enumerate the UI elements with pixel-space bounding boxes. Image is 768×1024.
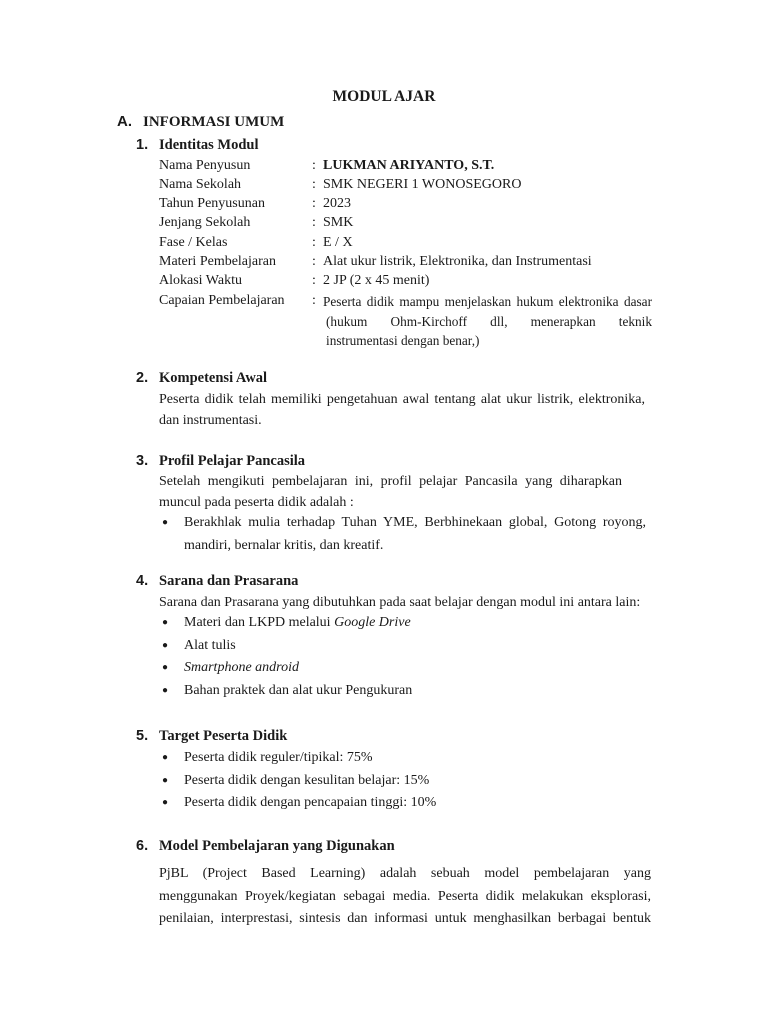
capaian-line: instrumentasi dengan benar,): [326, 333, 480, 348]
paragraph-line: Setelah mengikuti pembelajaran ini, profil pelajar Pancasila yang diharapkan: [159, 474, 622, 489]
target-number: 5.: [136, 728, 149, 744]
id-value: LUKMAN ARIYANTO, S.T.: [323, 158, 495, 173]
target-heading: [136, 728, 287, 745]
section-a-letter: A.: [117, 113, 132, 130]
id-row-materi: [159, 252, 659, 271]
kompetensi-title: Kompetensi Awal: [159, 370, 268, 386]
id-row-tahun: [159, 194, 659, 213]
paragraph-line: Sarana dan Prasarana yang dibutuhkan pada saat belajar dengan modul ini antara lain:: [159, 595, 641, 610]
sarana-list: [159, 612, 646, 702]
bullet-icon: ●: [162, 517, 169, 528]
profil-title: Profil Pelajar Pancasila: [159, 453, 306, 469]
bullet-icon: ●: [162, 774, 169, 786]
sarana-number: 4.: [136, 573, 149, 589]
id-value: 2023: [323, 196, 351, 211]
sarana-intro: [159, 592, 659, 613]
kompetensi-paragraph: [159, 389, 645, 431]
model-title: Model Pembelajaran yang Digunakan: [159, 838, 395, 854]
id-label: Jenjang Sekolah: [159, 215, 251, 230]
list-item: [159, 612, 646, 635]
paragraph-line: Peserta didik telah memiliki pengetahuan awal tentang alat ukur listrik, elektronika,: [159, 392, 645, 407]
id-row-jenjang: [159, 213, 659, 232]
identitas-heading: [136, 137, 259, 154]
id-colon: :: [312, 254, 316, 269]
list-item-text: Materi dan LKPD melalui: [184, 615, 335, 630]
id-value: SMK: [323, 215, 354, 230]
id-label: Materi Pembelajaran: [159, 254, 277, 269]
paragraph-line: muncul pada peserta didik adalah :: [159, 495, 354, 510]
id-colon: :: [312, 215, 316, 230]
bullet-icon: ●: [162, 662, 169, 673]
paragraph-line: PjBL (Project Based Learning) adalah sebuah model pembelajaran yang: [159, 866, 651, 881]
document-title: MODUL AJAR: [332, 88, 436, 105]
bullet-icon: ●: [162, 797, 169, 808]
profil-list: [159, 512, 646, 557]
profil-number: 3.: [136, 453, 149, 469]
id-row-nama-penyusun: [159, 156, 659, 175]
model-paragraph: [159, 863, 651, 931]
id-value: Alat ukur listrik, Elektronika, dan Instrumentasi: [323, 254, 592, 269]
id-value: SMK NEGERI 1 WONOSEGORO: [323, 177, 522, 192]
paragraph-line: penilaian, interprestasi, sintesis dan informasi untuk menghasilkan berbagai bentuk: [159, 911, 651, 926]
kompetensi-heading: [136, 370, 267, 387]
list-item-text: Peserta didik dengan pencapaian tinggi: 10%: [184, 795, 437, 810]
id-colon: :: [312, 158, 316, 173]
list-item-text: Peserta didik dengan kesulitan belajar: 15%: [184, 772, 430, 788]
id-label: Capaian Pembelajaran: [159, 293, 285, 308]
model-number: 6.: [136, 838, 149, 854]
list-item-line: mandiri, bernalar kritis, dan kreatif.: [184, 537, 384, 553]
paragraph-line: dan instrumentasi.: [159, 413, 262, 428]
list-item-text: Alat tulis: [184, 637, 236, 653]
id-label: Nama Penyusun: [159, 158, 251, 173]
id-colon: :: [312, 235, 316, 250]
id-label: Alokasi Waktu: [159, 273, 242, 288]
capaian-text: [323, 292, 652, 351]
id-label: Tahun Penyusunan: [159, 196, 265, 211]
list-item-italic: Google Drive: [334, 615, 411, 630]
id-colon: :: [312, 196, 316, 211]
sarana-title: Sarana dan Prasarana: [159, 573, 299, 589]
list-item: [159, 635, 646, 658]
id-value: 2 JP (2 x 45 menit): [323, 273, 430, 288]
model-heading: [136, 838, 395, 855]
list-item: [159, 512, 646, 557]
identitas-number: 1.: [136, 137, 149, 153]
target-title: Target Peserta Didik: [159, 728, 288, 744]
identitas-title: Identitas Modul: [159, 137, 259, 153]
list-item-line: Berakhlak mulia terhadap Tuhan YME, Berbhinekaan global, Gotong royong,: [184, 515, 646, 530]
section-a-heading: [117, 113, 284, 131]
list-item: [159, 792, 646, 815]
bullet-icon: ●: [162, 639, 169, 651]
target-list: [159, 747, 646, 815]
list-item: [159, 657, 646, 680]
profil-paragraph: [159, 471, 622, 513]
list-item: [159, 680, 646, 703]
bullet-icon: ●: [162, 684, 169, 696]
sarana-heading: [136, 573, 298, 590]
paragraph-line: menggunakan Proyek/kegiatan sebagai media. Peserta didik melakukan eksplorasi,: [159, 888, 651, 904]
id-row-alokasi: [159, 271, 659, 290]
id-label: Fase / Kelas: [159, 235, 228, 250]
capaian-line: Peserta didik mampu menjelaskan hukum elektronika dasar: [323, 294, 652, 309]
id-colon: :: [312, 177, 316, 192]
bullet-icon: ●: [162, 752, 169, 763]
list-item-text: Bahan praktek dan alat ukur Pengukuran: [184, 682, 413, 698]
id-row-fase: [159, 233, 659, 252]
capaian-line: (hukum Ohm-Kirchoff dll, menerapkan teknik: [326, 313, 652, 329]
kompetensi-number: 2.: [136, 370, 149, 386]
list-item: [159, 747, 646, 770]
id-row-nama-sekolah: [159, 175, 659, 194]
id-value: E / X: [323, 235, 353, 250]
bullet-icon: ●: [162, 617, 169, 628]
id-label: Nama Sekolah: [159, 177, 242, 192]
id-colon: :: [312, 273, 316, 288]
profil-heading: [136, 453, 305, 470]
list-item-text: Smartphone android: [184, 660, 299, 675]
id-colon: :: [312, 293, 316, 308]
section-a-label: INFORMASI UMUM: [143, 114, 285, 130]
list-item-text: Peserta didik reguler/tipikal: 75%: [184, 750, 373, 765]
list-item: [159, 770, 646, 793]
